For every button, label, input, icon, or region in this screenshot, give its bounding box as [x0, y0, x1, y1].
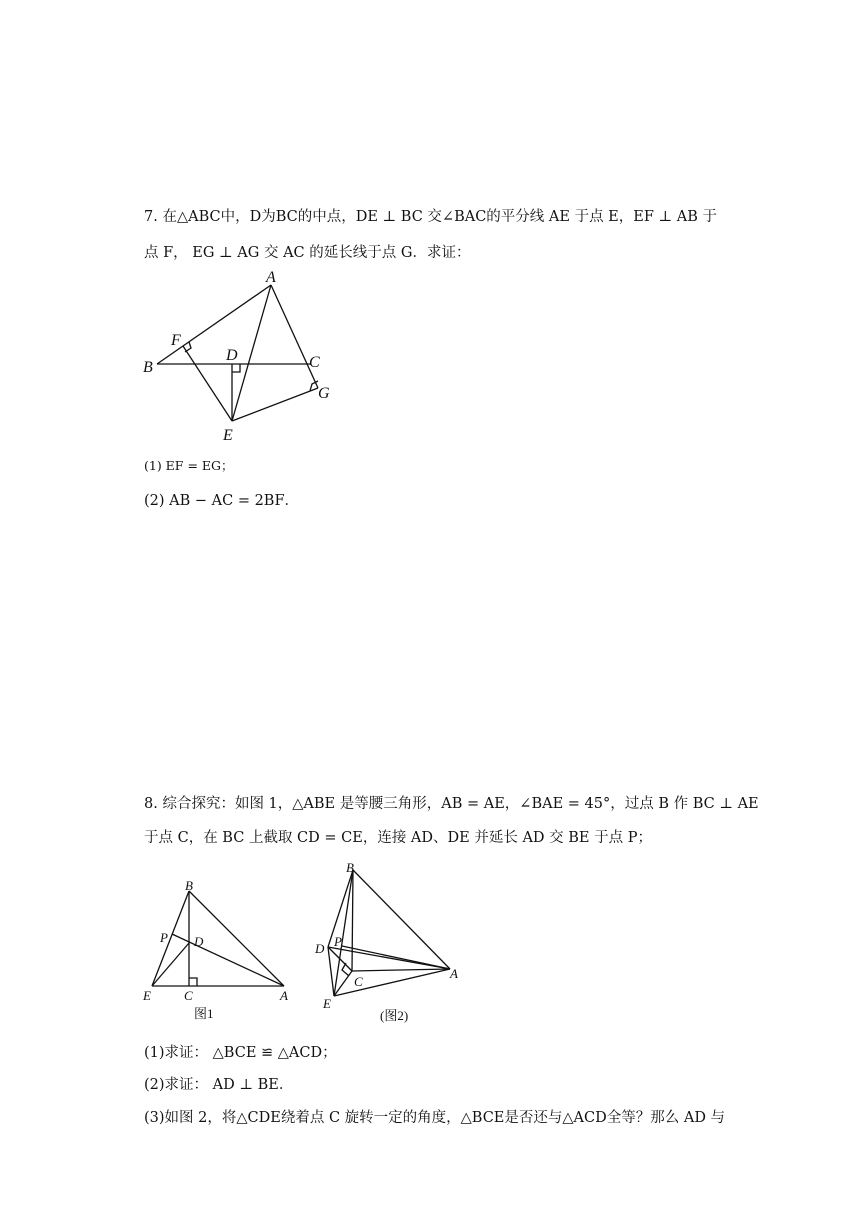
fig1-label-E: E	[143, 988, 151, 1003]
q7-label-E: E	[223, 427, 233, 444]
q8-statement-line1: 8. 综合探究：如图 1，△ABE 是等腰三角形，AB = AE，∠BAE = 45°，过点 B 作 BC ⊥ AE	[144, 796, 759, 812]
fig1-label-P: P	[160, 930, 168, 945]
q8-statement-line2: 于点 C，在 BC 上截取 CD = CE，连接 AD、DE 并延长 AD 交 BE 于点 P；	[144, 830, 652, 846]
fig2-label-E: E	[323, 996, 331, 1011]
q7-figure	[140, 268, 350, 448]
q8-figure1	[140, 876, 300, 1006]
fig1-label-A: A	[280, 988, 288, 1003]
q8-part2: (2)求证： AD ⊥ BE．	[144, 1077, 294, 1093]
q7-label-B: B	[143, 359, 153, 376]
q7-part1: (1) EF = EG；	[144, 458, 234, 473]
q7-statement-line1: 7. 在△ABC中，D为BC的中点，DE ⊥ BC 交∠BAC的平分线 AE 于点 E，EF ⊥ AB 于	[144, 209, 717, 225]
q7-label-F: F	[171, 332, 181, 349]
q7-label-G: G	[318, 385, 330, 402]
q7-part2: (2) AB − AC = 2BF．	[144, 493, 300, 509]
fig2-label-P: P	[334, 934, 342, 949]
q7-label-A: A	[266, 269, 276, 286]
fig2-caption: (图2)	[380, 1008, 409, 1023]
q8-part3: (3)如图 2，将△CDE绕着点 C 旋转一定的角度，△BCE是否还与△ACD全等？那么 AD 与	[144, 1110, 726, 1126]
fig2-label-A: A	[450, 966, 458, 981]
q7-label-D: D	[226, 347, 238, 364]
fig2-label-B: B	[346, 860, 354, 875]
q7-label-C: C	[309, 354, 320, 371]
fig2-label-C: C	[354, 974, 363, 989]
q8-figure2	[310, 858, 470, 1011]
fig1-label-C: C	[184, 988, 193, 1003]
fig1-label-B: B	[185, 878, 193, 893]
fig2-label-D: D	[315, 941, 325, 956]
q7-statement-line2: 点 F， EG ⊥ AG 交 AC 的延长线于点 G．求证：	[144, 245, 471, 261]
fig1-label-D: D	[194, 934, 204, 949]
q8-part1: (1)求证： △BCE ≌ △ACD；	[144, 1045, 337, 1061]
fig1-caption: 图1	[194, 1006, 214, 1021]
